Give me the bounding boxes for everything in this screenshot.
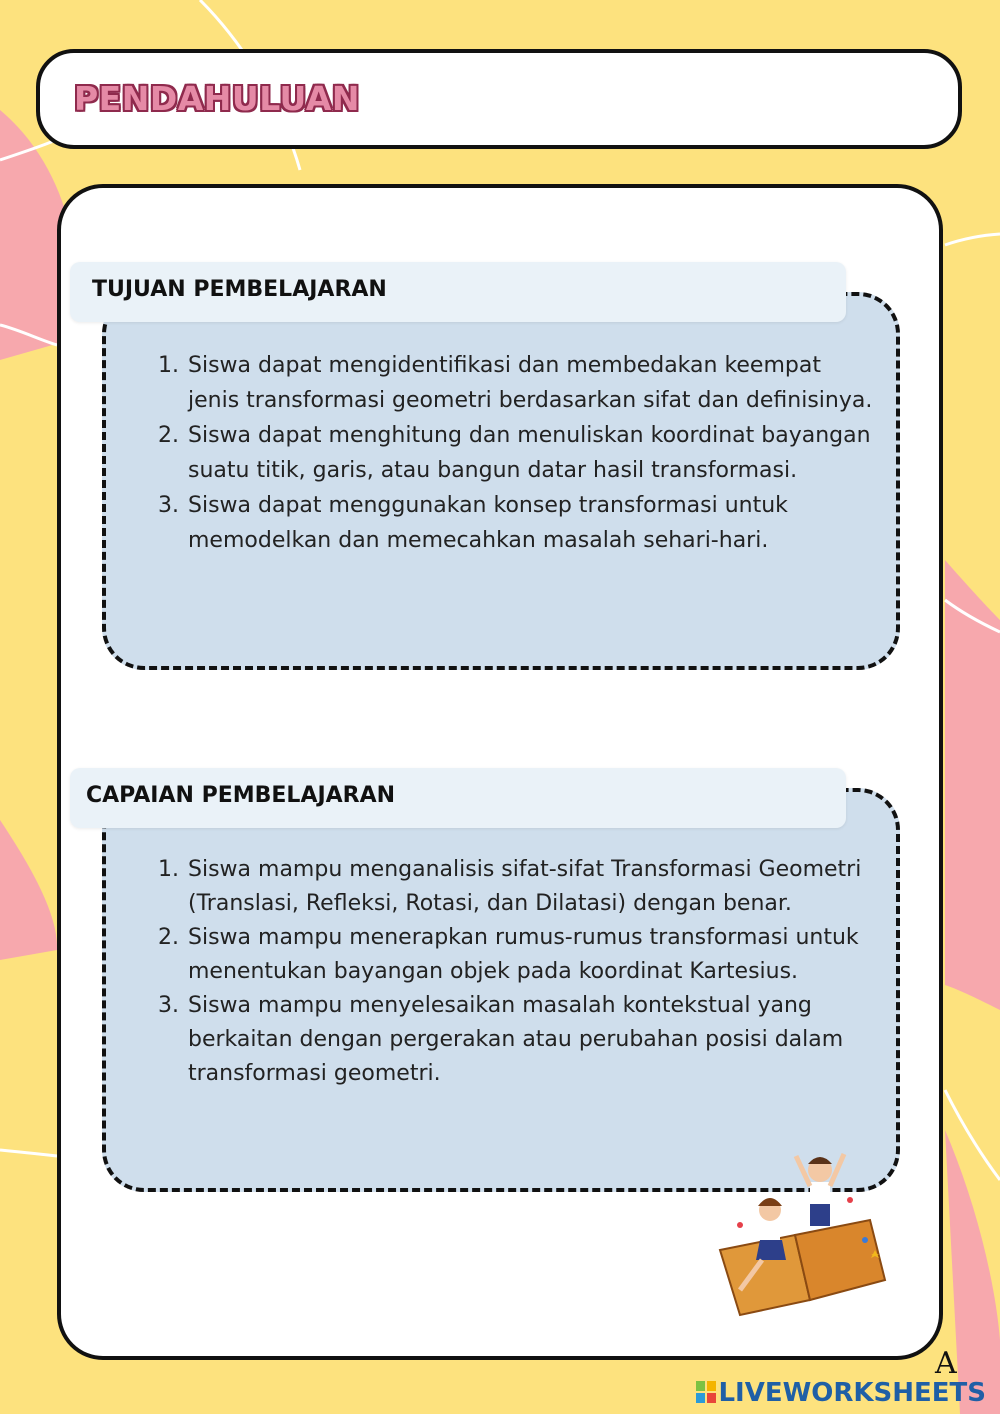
tujuan-heading-bar	[70, 262, 846, 322]
list-item: 2. Siswa mampu menerapkan rumus-rumus transformasi untuk menentukan bayangan objek pada koordinat Kartesius.	[186, 921, 886, 989]
page-title: PENDAHULUAN	[74, 79, 360, 118]
credit-text: LIVEWORKSHEETS	[718, 1378, 986, 1408]
students-book-illustration	[700, 1140, 900, 1320]
liveworksheets-credit[interactable]	[696, 1378, 986, 1408]
signature-mark-icon: A	[935, 1346, 957, 1381]
title-bar	[36, 49, 962, 149]
list-item: 1. Siswa dapat mengidentifikasi dan membedakan keempat jenis transformasi geometri berdasarkan sifat dan definisinya.	[186, 348, 876, 418]
capaian-list	[160, 853, 886, 1091]
list-item: 3. Siswa dapat menggunakan konsep transformasi untuk memodelkan dan memecahkan masalah sehari-hari.	[186, 488, 876, 558]
liveworksheets-logo-icon	[696, 1381, 716, 1403]
list-item: 3. Siswa mampu menyelesaikan masalah kontekstual yang berkaitan dengan pergerakan atau perubahan posisi dalam transformasi geometri.	[186, 989, 886, 1091]
tujuan-heading: TUJUAN PEMBELAJARAN	[92, 277, 387, 302]
list-item: 1. Siswa mampu menganalisis sifat-sifat Transformasi Geometri (Translasi, Refleksi, Rotasi, dan Dilatasi) dengan benar.	[186, 853, 886, 921]
capaian-heading-bar	[70, 768, 846, 828]
tujuan-list	[160, 348, 876, 558]
capaian-heading: CAPAIAN PEMBELAJARAN	[86, 783, 396, 808]
list-item: 2. Siswa dapat menghitung dan menuliskan koordinat bayangan suatu titik, garis, atau bangun datar hasil transformasi.	[186, 418, 876, 488]
